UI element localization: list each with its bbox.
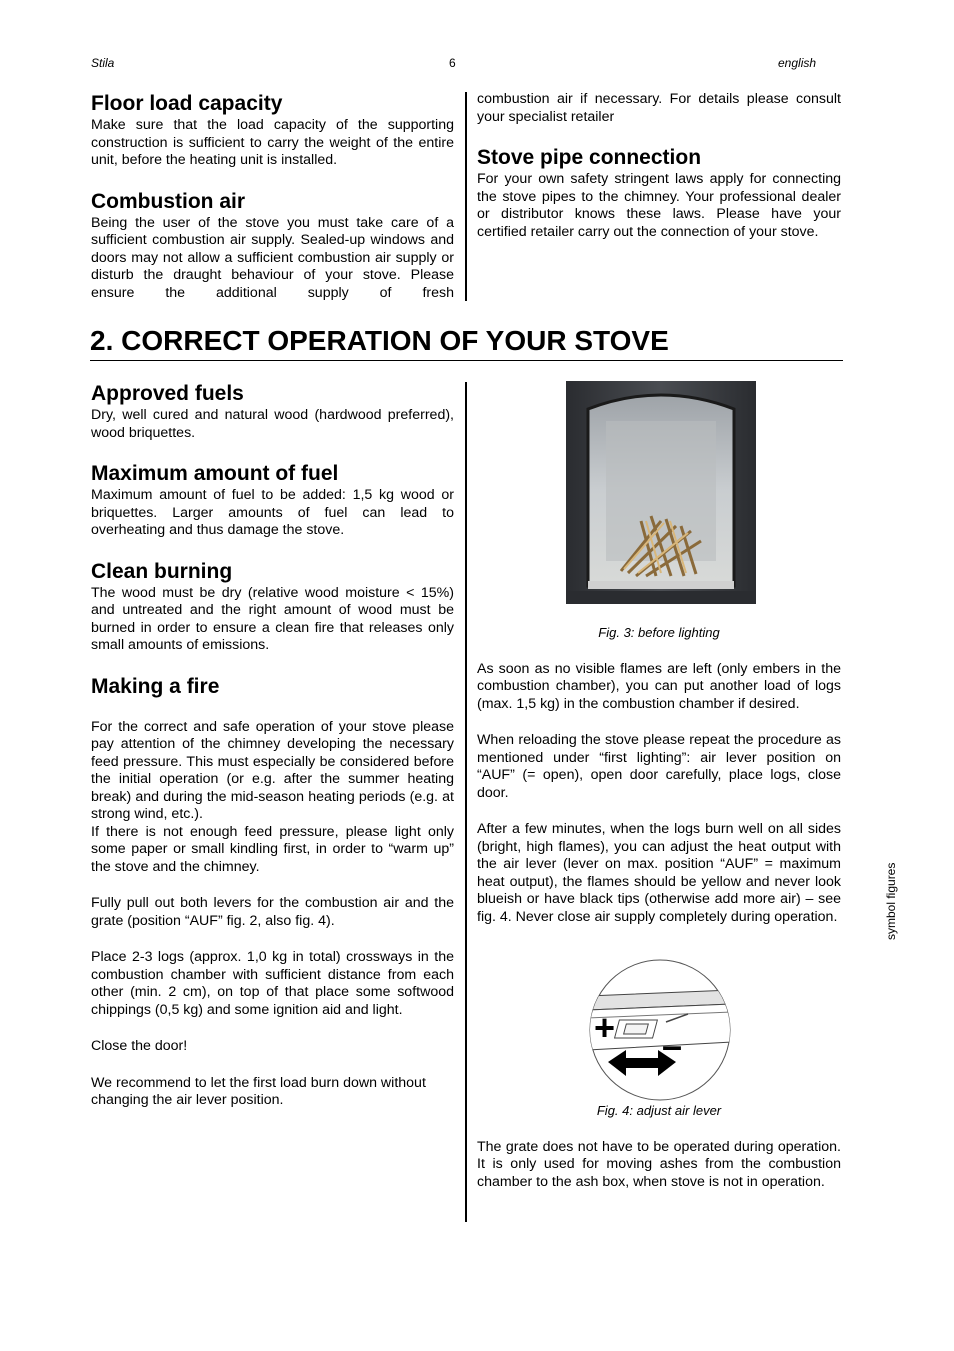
right-column-bottom [477,1102,841,1191]
top-left-column [91,91,454,302]
fig3-caption: Fig. 3: before lighting [598,625,720,640]
stove-photo-before-lighting [566,381,756,604]
para-fire-4: Place 2-3 logs (approx. 1,0 kg in total) crossways in the combustion chamber with sufficient distance from each other (min. 2 cm), on top of that place some softwood chippings (0,5 kg) and some ignition aid and light. [91,949,454,1018]
minus-symbol: – [662,1025,683,1066]
column-divider-top [465,92,467,301]
para-floor-load: Make sure that the load capacity of the supporting construction is sufficient to carry the weight of the entire unit, before the heating unit is installed. [91,117,454,168]
para-reload-2: When reloading the stove please repeat the procedure as mentioned under “first lighting”: air lever position on “AUF” (= open), open door carefully, place logs, close door. [477,732,841,801]
para-fire-2: If there is not enough feed pressure, please light only some paper or small kindling first, in order to “warm up” the stove and the chimney. [91,823,454,875]
para-combustion-air-cont: combustion air if necessary. For details please consult your specialist retailer [477,91,841,125]
para-approved-fuels: Dry, well cured and natural wood (hardwood preferred), wood briquettes. [91,407,454,441]
header-left: Stila [91,56,115,70]
fig4-caption: Fig. 4: adjust air lever [596,1103,722,1118]
heading-making-fire: Making a fire [91,674,220,698]
para-fire-3: Fully pull out both levers for the combustion air and the grate (position “AUF” fig. 2, also fig. 4). [91,895,454,929]
para-fire-1: For the correct and safe operation of your stove please pay attention of the chimney developing the necessary feed pressure. This must especially be considered before the initial operation (or e.g. after the summer heating break) and during the mid-season heating periods (e.g. at strong wind, etc.). [91,718,454,822]
para-fire-5: Close the door! [91,1038,188,1054]
para-grate: The grate does not have to be operated during operation. It is only used for moving ashes from the combustion chamber to the ash box, when stove is not in operation. [477,1138,841,1190]
para-reload-3: After a few minutes, when the logs burn well on all sides (bright, high flames), you can adjust the heat output with the air lever (lever on max. position “AUF” = maximum heat output), the flames should be yellow and never look blueish or have black tips (otherwise add more air) – see fig. 4. Never close air supply completely during operation. [477,821,841,925]
heading-approved-fuels: Approved fuels [91,382,244,405]
section-title: 2. CORRECT OPERATION OF YOUR STOVE [90,322,843,361]
heading-combustion-air: Combustion air [91,189,246,213]
para-combustion-air: Being the user of the stove you must take care of a sufficient combustion air supply. Sealed-up windows and doors may not allow a sufficient combustion air supply or disturb the draught behaviour of your stove. Please ensure the additional supply of fresh [91,214,454,301]
heading-clean-burning: Clean burning [91,559,233,583]
left-column [91,381,454,1110]
top-right-column [477,91,841,241]
heading-floor-load: Floor load capacity [91,92,283,115]
plus-symbol: + [594,1007,616,1048]
sidebar-symbol-figures: symbol figures [884,862,898,940]
para-clean-burning: The wood must be dry (relative wood moisture < 15%) and untreated and the right amount of wood must be burned in order to ensure a clean fire that releases only small amounts of emissions. [91,584,454,653]
header-right: english [778,56,817,70]
para-max-fuel: Maximum amount of fuel to be added: 1,5 kg wood or briquettes. Larger amounts of fuel can lead to overheating and thus damage the stove. [91,487,454,538]
air-lever-diagram [588,958,732,1102]
para-fire-6: We recommend to let the first load burn down without changing the air lever position. [91,1074,426,1108]
para-reload-1: As soon as no visible flames are left (only embers in the combustion chamber), you can put another load of logs (max. 1,5 kg) in the combustion chamber if desired. [477,660,841,712]
heading-stove-pipe: Stove pipe connection [477,146,702,169]
heading-max-fuel: Maximum amount of fuel [91,462,339,485]
para-stove-pipe: For your own safety stringent laws apply for connecting the stove pipes to the chimney. Your professional dealer or distributor knows these laws. Please have your certified retailer carry out the connection of your stove. [477,171,841,240]
column-divider-main [465,382,467,1222]
right-column [477,624,841,926]
page-number: 6 [449,56,456,70]
